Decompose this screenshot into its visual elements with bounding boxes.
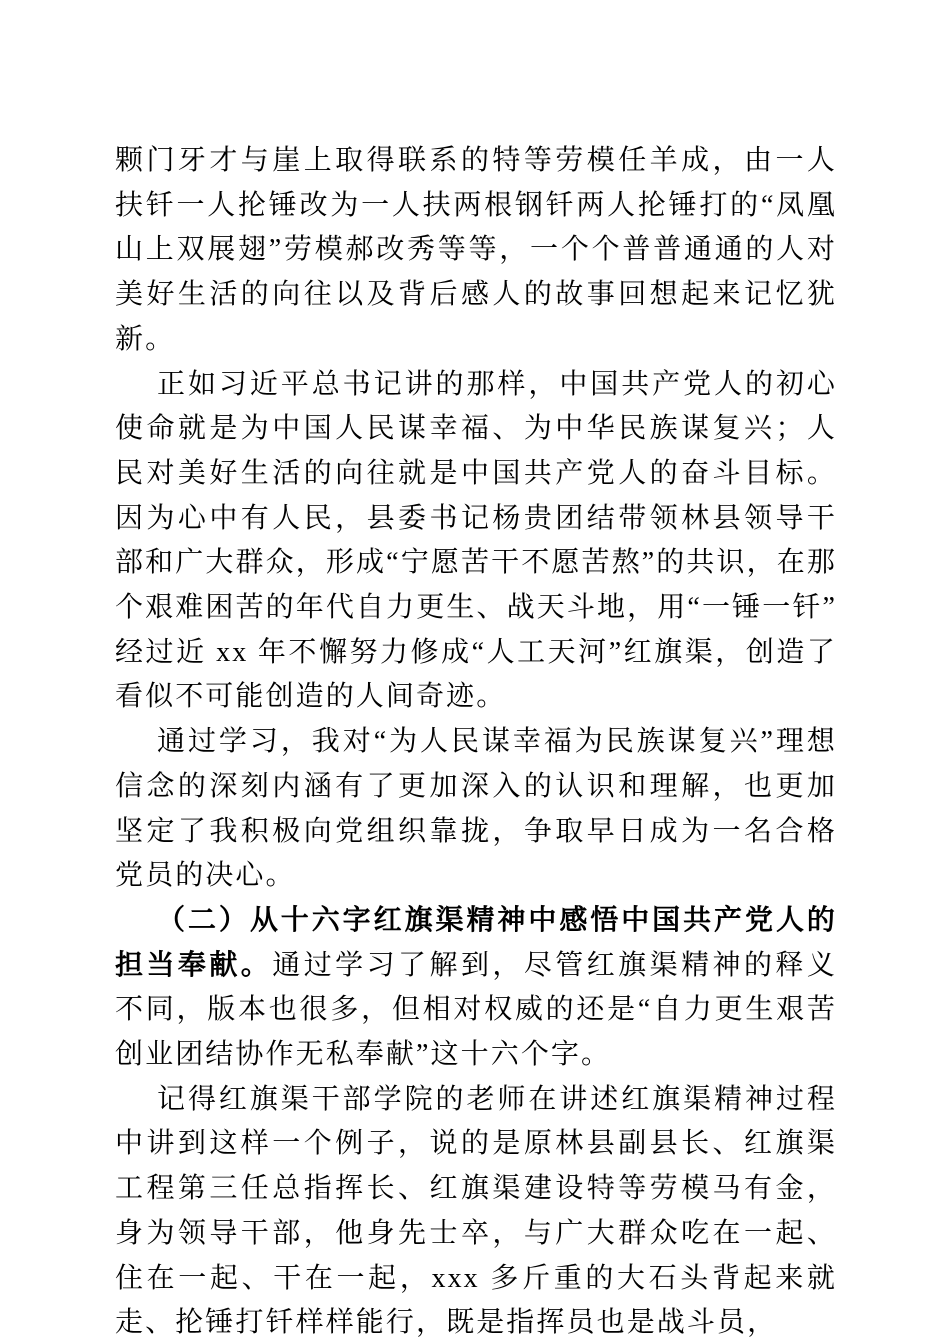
paragraph-continuation: [115, 139, 837, 363]
paragraph-text: 通过学习，我对“为人民谋幸福为民族谋复兴”理想信念的深刻内涵有了更加深入的认识和理解，也更加坚定了我积极向党组织靠拢，争取早日成为一名合格党员的决心。: [115, 726, 837, 892]
paragraph-cut-off-at-page-bottom: [115, 1078, 837, 1344]
paragraph-text: 颗门牙才与崖上取得联系的特等劳模任羊成，由一人扶钎一人抡锤改为一人扶两根钢钎两人抡锤打的“凤凰山上双展翅”劳模郝改秀等等，一个个普普通通的人对美好生活的向往以及背后感人的故事回想起来记忆犹新。: [115, 145, 837, 355]
paragraph-text: 通过学习了解到，尽管红旗渠精神的释义不同，版本也很多，但相对权威的还是“自力更生艰苦创业团结协作无私奉献”这十六个字。: [115, 949, 837, 1071]
paragraph-text: 记得红旗渠干部学院的老师在讲述红旗渠精神过程中讲到这样一个例子，说的是原林县副县长、红旗渠工程第三任总指挥长、红旗渠建设特等劳模马有金，身为领导干部，他身先士卒，与广大群众吃在一起、住在一起、干在一起，xxx 多斤重的大石头背起来就走、抡锤打钎样样能行，既是指挥员也是战斗员，: [115, 1083, 837, 1339]
document-text-block: [115, 139, 837, 1344]
section-heading-bold: （二）从十六字红旗渠精神中感悟中国共产党人的担当奉献。: [115, 904, 837, 981]
paragraph-with-section-heading: [115, 899, 837, 1078]
paragraph: [115, 363, 837, 721]
paragraph-text: 正如习近平总书记讲的那样，中国共产党人的初心使命就是为中国人民谋幸福、为中华民族谋复兴；人民对美好生活的向往就是中国共产党人的奋斗目标。因为心中有人民，县委书记杨贵团结带领林县领导干部和广大群众，形成“宁愿苦干不愿苦熬”的共识，在那个艰难困苦的年代自力更生、战天斗地，用“一锤一钎”经过近 xx 年不懈努力修成“人工天河”红旗渠，创造了看似不可能创造的人间奇迹。: [115, 368, 837, 713]
paragraph: [115, 720, 837, 899]
